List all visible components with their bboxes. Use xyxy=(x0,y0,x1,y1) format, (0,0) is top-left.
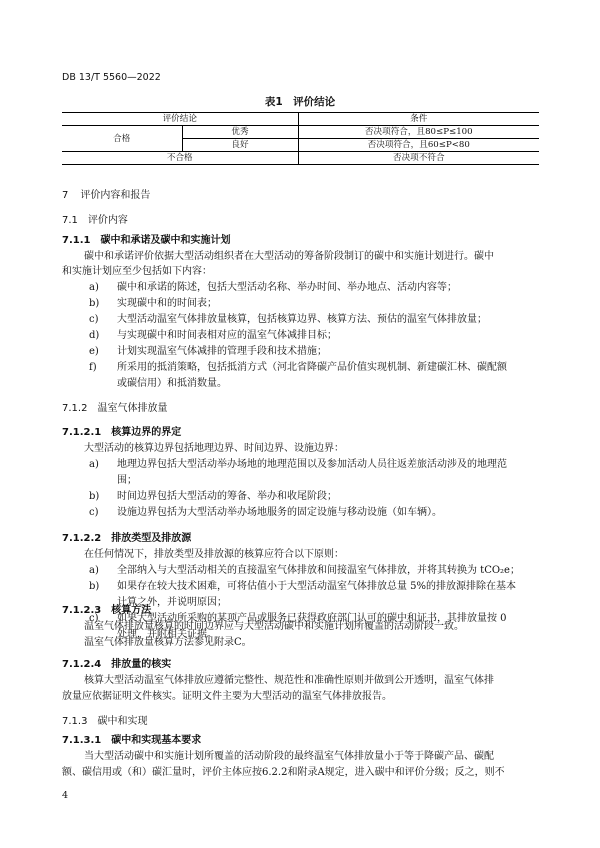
table-cell: 良好 xyxy=(182,139,298,152)
list-item xyxy=(89,489,337,505)
table-header-row xyxy=(62,113,539,126)
table-cell: 不合格 xyxy=(62,152,298,165)
section-title: 碳中和实现基本要求 xyxy=(111,735,202,746)
list-text: 设施边界包括为大型活动举办场地服务的固定设施与移动设施（如车辆）。 xyxy=(117,507,442,518)
paragraph-line: 碳中和承诺评价依据大型活动组织者在大型活动的筹备阶段制订的碳中和实施计划进行。碳中 xyxy=(84,251,494,262)
list-text-continued: 计算之外，并说明原因； xyxy=(117,597,227,608)
list-item xyxy=(89,505,442,521)
section-title: 碳中和承诺及碳中和实施计划 xyxy=(100,235,231,246)
section-heading-7-1-1 xyxy=(62,231,230,246)
list-marker: a) xyxy=(89,282,99,293)
list-text: 地理边界包括大型活动举办场地的地理范围以及参加活动人员往返差旅活动涉及的地理范 xyxy=(117,459,507,470)
section-title: 核算边界的界定 xyxy=(111,427,182,438)
list-item xyxy=(89,360,507,376)
section-number: 7.1.3 xyxy=(62,716,88,727)
list-marker: c) xyxy=(89,507,99,518)
table-header-cell: 条件 xyxy=(298,113,539,126)
list-text-continued: 处理，并附相关证据。 xyxy=(117,629,217,640)
paragraph-line: 在任何情况下，排放类型及排放源的核算应符合以下原则： xyxy=(84,549,344,560)
section-title: 温室气体排放量 xyxy=(97,403,168,414)
list-marker: c) xyxy=(89,314,99,325)
section-heading-7-1-2-4 xyxy=(62,655,171,670)
section-heading-7-1-3 xyxy=(62,712,147,727)
list-text: 实现碳中和的时间表； xyxy=(117,298,217,309)
list-item xyxy=(89,563,520,579)
list-text-continued: 围； xyxy=(117,475,137,486)
section-number: 7.1.2.4 xyxy=(62,659,102,670)
list-text-continued: 或碳信用）和抵消数量。 xyxy=(117,378,227,389)
paragraph-line: 大型活动的核算边界包括地理边界、时间边界、设施边界： xyxy=(84,443,344,454)
list-text: 如果大型活动所采购的某项产品或服务已获得政府部门认可的碳中和证书，其排放量按 0 xyxy=(117,613,507,624)
table-cell: 合格 xyxy=(62,126,182,152)
section-title: 评价内容和报告 xyxy=(80,190,151,201)
evaluation-table xyxy=(62,112,539,165)
section-number: 7.1.2.2 xyxy=(62,533,102,544)
paragraph-line: 温室气体排放量核算方法参见附录C。 xyxy=(84,637,252,648)
paragraph-line: 额、碳信用或（和）碳汇量时，评价主体应按6.2.2和附录A规定，进入碳中和评价分级；反之，则不 xyxy=(62,767,505,778)
table-header-cell: 评价结论 xyxy=(62,113,298,126)
section-heading-7-1 xyxy=(62,211,128,226)
section-title: 排放类型及排放源 xyxy=(111,533,192,544)
section-number: 7.1.2 xyxy=(62,403,88,414)
list-marker: d) xyxy=(89,330,100,341)
table-cell: 否决项符合，且80≤P≤100 xyxy=(298,126,539,139)
paragraph-line: 放量应依据证明文件核实。证明文件主要为大型活动的温室气体排放报告。 xyxy=(62,691,392,702)
section-heading-7-1-2 xyxy=(62,399,167,414)
section-heading-7 xyxy=(62,186,150,201)
section-title: 排放量的核实 xyxy=(111,659,172,670)
list-marker: b) xyxy=(89,491,100,502)
list-marker: a) xyxy=(89,565,99,576)
section-number: 7 xyxy=(62,190,69,201)
list-text: 与实现碳中和时间表相对应的温室气体减排目标； xyxy=(117,330,337,341)
section-number: 7.1.2.1 xyxy=(62,427,102,438)
list-text: 所采用的抵消策略，包括抵消方式（河北省降碳产品价值实现机制、新建碳汇林、碳配额 xyxy=(117,362,507,373)
table-cell: 否决项不符合 xyxy=(298,152,539,165)
section-number: 7.1.3.1 xyxy=(62,735,102,746)
list-item xyxy=(89,457,507,473)
list-item xyxy=(89,296,217,312)
list-marker: b) xyxy=(89,581,100,592)
table-row xyxy=(62,152,539,165)
list-marker: f) xyxy=(89,362,97,373)
document-id-header: DB 13/T 5560—2022 xyxy=(62,72,161,83)
list-marker: b) xyxy=(89,298,100,309)
list-item xyxy=(89,328,337,344)
section-title: 碳中和实现 xyxy=(97,716,148,727)
list-text: 全部纳入与大型活动相关的直接温室气体排放和间接温室气体排放，并将其转换为 tCO₂e； xyxy=(117,565,520,576)
section-heading-7-1-2-3 xyxy=(62,601,151,616)
section-number: 7.1 xyxy=(62,215,78,226)
paragraph-line: 核算大型活动温室气体排放应遵循完整性、规范性和准确性原则并做到公开透明，温室气体排 xyxy=(84,675,494,686)
page-number: 4 xyxy=(62,790,69,801)
paragraph-line: 当大型活动碳中和实施计划所覆盖的活动阶段的最终温室气体排放量小于等于降碳产品、碳配 xyxy=(84,751,494,762)
list-text: 如果存在较大技术困难，可将估值小于大型活动温室气体排放总量 5%的排放源排除在基本 xyxy=(117,581,517,592)
table-cell: 否决项符合，且60≤P<80 xyxy=(298,139,539,152)
table-caption: 表1 评价结论 xyxy=(264,96,336,108)
section-heading-7-1-2-1 xyxy=(62,423,181,438)
list-marker: c) xyxy=(89,613,99,624)
list-item xyxy=(89,579,516,595)
section-title: 评价内容 xyxy=(87,215,128,226)
list-text: 碳中和承诺的陈述，包括大型活动名称、举办时间、举办地点、活动内容等； xyxy=(117,282,457,293)
section-heading-7-1-3-1 xyxy=(62,731,201,746)
list-text: 时间边界包括大型活动的筹备、举办和收尾阶段； xyxy=(117,491,337,502)
section-number: 7.1.2.3 xyxy=(62,605,102,616)
paragraph-line: 温室气体排放量核算的时间边界应与大型活动碳中和实施计划所覆盖的活动阶段一致。 xyxy=(84,621,464,632)
list-text: 大型活动温室气体排放量核算，包括核算边界、核算方法、预估的温室气体排放量； xyxy=(117,314,487,325)
list-item xyxy=(89,312,487,328)
paragraph-line: 和实施计划应至少包括如下内容： xyxy=(62,266,212,277)
list-item xyxy=(89,344,327,360)
list-text: 计划实现温室气体减排的管理手段和技术措施； xyxy=(117,346,327,357)
list-item xyxy=(89,280,457,296)
section-number: 7.1.1 xyxy=(62,235,91,246)
table-row xyxy=(62,126,539,139)
list-marker: a) xyxy=(89,459,99,470)
section-title: 核算方法 xyxy=(111,605,152,616)
list-marker: e) xyxy=(89,346,99,357)
table-cell: 优秀 xyxy=(182,126,298,139)
section-heading-7-1-2-2 xyxy=(62,529,191,544)
